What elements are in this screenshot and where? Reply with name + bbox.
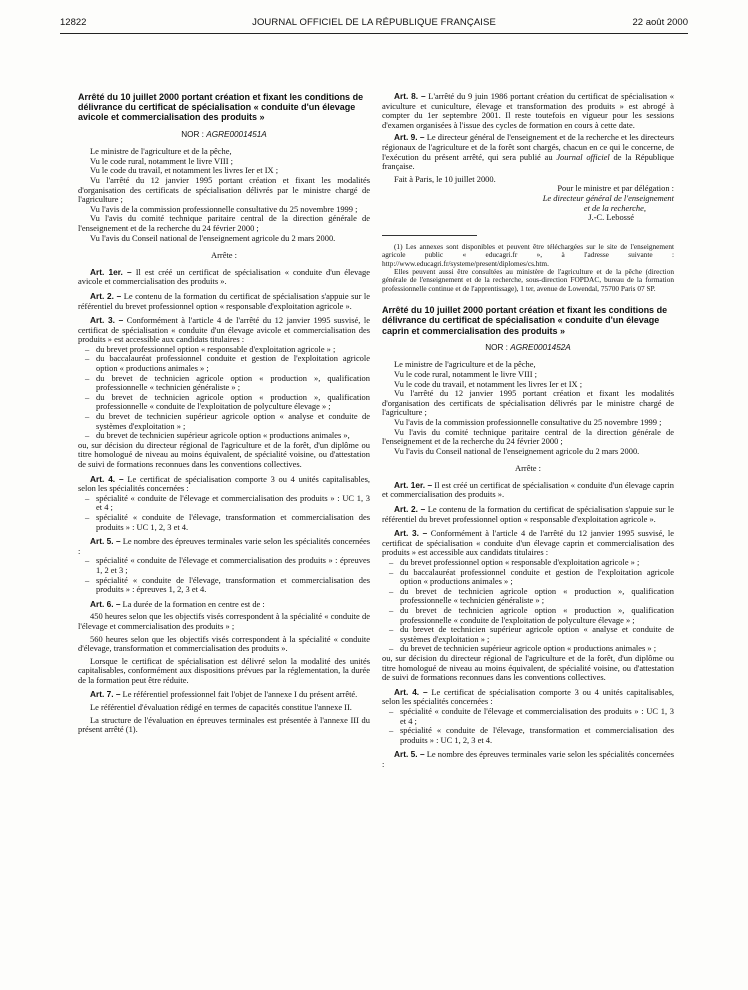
list-item: – du baccalauréat professionnel conduite et gestion de l'exploitation agricole option « productions animales » ; bbox=[382, 568, 674, 587]
intro-line: Vu l'avis de la commission professionnelle consultative du 25 novembre 1999 ; bbox=[90, 203, 358, 214]
footnote-rule bbox=[382, 235, 477, 236]
article-label: Art. 6. – bbox=[90, 598, 121, 609]
article-label: Art. 7. – bbox=[90, 689, 121, 700]
list-item: – spécialité « conduite de l'élevage, transformation et commercialisation des produits » : UC 1, 2, 3 et 4. bbox=[382, 726, 674, 745]
list-item: – du brevet de technicien supérieur agricole option « analyse et conduite de systèmes d'exploitation » ; bbox=[382, 625, 674, 644]
paragraph: La structure de l'évaluation en épreuves terminales est présentée à l'annexe III du présent arrêté (1). bbox=[78, 714, 370, 735]
article-5-list bbox=[78, 556, 370, 594]
article-label: Art. 5. – bbox=[394, 749, 425, 760]
article-4: Art. 4. – Le certificat de spécialisation comporte 3 ou 4 unités capitalisables, selon les spécialités concernées : bbox=[382, 686, 675, 707]
article-2: Art. 2. – Le contenu de la formation du certificat de spécialisation s'appuie sur le référentiel du brevet professionnel option « responsable d'exploitation agricole ». bbox=[78, 290, 371, 311]
list-item: – du brevet de technicien supérieur agricole option « productions animales », bbox=[78, 431, 370, 441]
article-3-list bbox=[78, 345, 370, 441]
decree-title: Arrêté du 10 juillet 2000 portant création et fixant les conditions de délivrance du certificat de spécialisation « conduite d'un élevage avicole et commercialisation des produits » bbox=[78, 92, 364, 123]
signature-line: Pour le ministre et par délégation : bbox=[557, 183, 674, 194]
list-item: – spécialité « conduite de l'élevage, transformation et commercialisation des produits » : UC 1, 2, 3 et 4. bbox=[78, 513, 370, 532]
article-5: Art. 5. – Le nombre des épreuves terminales varie selon les spécialités concernées : bbox=[382, 749, 674, 769]
list-item: – du brevet professionnel option « responsable d'exploitation agricole » ; bbox=[382, 558, 674, 568]
issue-date: 22 août 2000 bbox=[632, 17, 688, 28]
article-4-list bbox=[382, 707, 674, 745]
right-column bbox=[382, 92, 674, 770]
signature-line: Le directeur général de l'enseignement bbox=[542, 192, 674, 203]
journal-title: JOURNAL OFFICIEL DE LA RÉPUBLIQUE FRANÇAISE bbox=[252, 17, 496, 28]
intro-line: Le ministre de l'agriculture et de la pêche, bbox=[90, 146, 232, 157]
list-item: – du brevet de technicien agricole option « production », qualification professionnelle « conduite de l'exploitation de polyculture élevage » ; bbox=[78, 393, 370, 412]
article-7: Art. 7. – Le référentiel professionnel fait l'objet de l'annexe I du présent arrêté. bbox=[90, 689, 358, 700]
intro-line: Vu l'avis du comité technique paritaire central de la direction générale de l'enseignement et de la recherche du 24 février 2000 ; bbox=[382, 426, 674, 447]
article-9: Art. 9. – Le directeur général de l'enseignement et de la recherche et les directeurs régionaux de l'agriculture et de la forêt sont chargés, chacun en ce qui le concerne, de l'exécution du présent arrêté, qui sera publié au Journal officiel de la République française. bbox=[382, 132, 675, 172]
page-header bbox=[60, 17, 688, 31]
article-label: Art. 1er. – bbox=[394, 479, 433, 490]
intro-line: Vu l'arrêté du 12 janvier 1995 portant création et fixant les modalités d'organisation des certificats de spécialisation délivrés par le ministre chargé de l'agriculture ; bbox=[78, 174, 370, 205]
list-item: – du baccalauréat professionnel conduite et gestion de l'exploitation agricole option « productions animales » ; bbox=[78, 354, 370, 373]
nor-code: AGRE0001452A bbox=[510, 342, 571, 352]
decree-title: Arrêté du 10 juillet 2000 portant création et fixant les conditions de délivrance du certificat de spécialisation « conduite d'un élevage caprin et commercialisation des produits » bbox=[382, 305, 668, 336]
intro-line: Vu le code du travail, et notamment les livres Ier et IX ; bbox=[394, 378, 583, 389]
paragraph: Le référentiel d'évaluation rédigé en termes de capacités constitue l'annexe II. bbox=[90, 702, 352, 713]
article-label: Art. 9. – bbox=[394, 132, 425, 143]
article-1: Art. 1er. – Il est créé un certificat de spécialisation « conduite d'un élevage caprin et commercialisation des produits ». bbox=[382, 479, 674, 500]
page-number: 12822 bbox=[60, 17, 87, 28]
left-column bbox=[78, 92, 370, 735]
list-item: – du brevet de technicien agricole option « production », qualification professionnelle « technicien généraliste » ; bbox=[78, 374, 370, 393]
list-item: – du brevet de technicien agricole option « production », qualification professionnelle « conduite de l'exploitation de polyculture élevage » ; bbox=[382, 606, 674, 625]
article-3-after: ou, sur décision du directeur régional de l'agriculture et de la forêt, d'un diplôme ou titre homologué de niveau au moins équivalent, de spécialité voisine, ou d'attestation de suivi de formations reconnues dans les conventions collectives. bbox=[78, 439, 370, 470]
intro-line: Vu le code rural, notamment le livre VIII ; bbox=[394, 368, 537, 379]
intro-line: Vu l'arrêté du 12 janvier 1995 portant création et fixant les modalités d'organisation des certificats de spécialisation délivrés par le ministre chargé de l'agriculture ; bbox=[382, 388, 674, 418]
header-rule bbox=[60, 33, 688, 34]
nor-reference: NOR : AGRE0001451A bbox=[181, 129, 267, 139]
article-5: Art. 5. – Le nombre des épreuves terminales varie selon les spécialités concernées : bbox=[78, 536, 370, 556]
paragraph: Lorsque le certificat de spécialisation est délivré selon la modalité des unités capitalisables, conformément aux dispositions prévues par la réglementation, la durée de la formation peut être réduite. bbox=[78, 655, 370, 685]
journal-name: Journal officiel bbox=[556, 151, 610, 162]
article-label: Art. 4. – bbox=[90, 473, 124, 484]
article-3: Art. 3. – Conformément à l'article 4 de l'arrêté du 12 janvier 1995 susvisé, le certificat de spécialisation « conduite d'un élevage avicole et commercialisation des produits » est accessible aux candidats titulaires : bbox=[78, 315, 370, 345]
signing-date: Fait à Paris, le 10 juillet 2000. bbox=[394, 173, 496, 184]
footnote: (1) Les annexes sont disponibles et peuvent être téléchargées sur le site de l'enseignement agricole public « educagri.fr », à l'adresse suivante : http://www.educagri.fr/systeme/present/diplomes/cs.htm. bbox=[382, 241, 674, 268]
article-2: Art. 2. – Le contenu de la formation du certificat de spécialisation s'appuie sur le référentiel du brevet professionnel option « responsable d'exploitation agricole ». bbox=[382, 504, 675, 524]
arrete-heading: Arrête : bbox=[514, 463, 541, 474]
article-label: Art. 5. – bbox=[90, 536, 121, 547]
signatory-name: J.-C. Lebossé bbox=[588, 212, 634, 223]
nor-reference: NOR : AGRE0001452A bbox=[485, 342, 571, 352]
article-label: Art. 1er. – bbox=[90, 266, 132, 277]
list-item: – du brevet professionnel option « responsable d'exploitation agricole » ; bbox=[78, 345, 370, 355]
list-item: – spécialité « conduite de l'élevage et commercialisation des produits » : UC 1, 3 et 4 ; bbox=[78, 494, 370, 513]
intro-line: Vu l'avis du Conseil national de l'enseignement agricole du 2 mars 2000. bbox=[90, 232, 336, 243]
article-4: Art. 4. – Le certificat de spécialisation comporte 3 ou 4 unités capitalisables, selon les spécialités concernées : bbox=[78, 473, 371, 494]
intro-line: Vu l'avis de la commission professionnelle consultative du 25 novembre 1999 ; bbox=[394, 416, 662, 427]
article-label: Art. 3. – bbox=[394, 528, 428, 539]
list-item: – spécialité « conduite de l'élevage et commercialisation des produits » : UC 1, 3 et 4 ; bbox=[382, 707, 674, 726]
article-3-list bbox=[382, 558, 674, 654]
list-item: – spécialité « conduite de l'élevage et commercialisation des produits » : épreuves 1, 2 et 3 ; bbox=[78, 556, 370, 575]
article-8: Art. 8. – L'arrêté du 9 juin 1986 portant création du certificat de spécialisation « aviculture et cuniculture, élevage et transformation des produits » est abrogé à compter du 1er septembre 2001. Il reste toutefois en vigueur pour les sessions d'examen organisées à l'issue des cycles de formation en cours à cette date. bbox=[382, 91, 675, 130]
intro-line: Vu le code du travail, et notamment les livres Ier et IX ; bbox=[90, 165, 279, 176]
nor-code: AGRE0001451A bbox=[206, 129, 267, 139]
intro-line: Vu l'avis du comité technique paritaire central de la direction générale de l'enseignement et de la recherche du 24 février 2000 ; bbox=[78, 213, 370, 233]
article-3: Art. 3. – Conformément à l'article 4 de l'arrêté du 12 janvier 1995 susvisé, le certificat de spécialisation « conduite d'un élevage caprin et commercialisation des produits » est accessible aux candidats titulaires : bbox=[382, 528, 674, 558]
article-3-after: ou, sur décision du directeur régional de l'agriculture et de la forêt, d'un diplôme ou titre homologué de niveau au moins équivalent, de spécialité voisine, ou d'attestation de suivi de formations reconnues dans les conventions collectives. bbox=[382, 652, 674, 683]
list-item: – du brevet de technicien agricole option « production », qualification professionnelle « technicien généraliste » ; bbox=[382, 587, 674, 606]
article-label: Art. 8. – bbox=[394, 91, 426, 101]
article-label: Art. 4. – bbox=[394, 686, 428, 697]
list-item: – du brevet de technicien supérieur agricole option « productions animales » ; bbox=[382, 644, 674, 654]
intro-line: Vu le code rural, notamment le livre VIII ; bbox=[90, 155, 233, 166]
list-item: – spécialité « conduite de l'élevage, transformation et commercialisation des produits » : épreuves 1, 2, 3 et 4. bbox=[78, 576, 370, 595]
footnote: Elles peuvent aussi être consultées au ministère de l'agriculture et de la pêche (direction générale de l'enseignement et de la recherche, sous-direction FOPDAC, bureau de la formation professionnelle continue et de l'apprentissage), 1 ter, avenue de Lowendal, 75700 Paris 07 SP. bbox=[382, 266, 674, 293]
article-4-list bbox=[78, 494, 370, 532]
article-6: Art. 6. – La durée de la formation en centre est de : bbox=[90, 598, 265, 609]
signature-line: et de la recherche, bbox=[583, 202, 646, 213]
article-label: Art. 3. – bbox=[90, 315, 124, 326]
article-label: Art. 2. – bbox=[394, 504, 426, 515]
intro-line: Vu l'avis du Conseil national de l'enseignement agricole du 2 mars 2000. bbox=[394, 445, 640, 456]
list-item: – du brevet de technicien supérieur agricole option « analyse et conduite de systèmes d'exploitation » ; bbox=[78, 412, 370, 431]
arrete-heading: Arrête : bbox=[210, 250, 237, 261]
article-1: Art. 1er. – Il est créé un certificat de spécialisation « conduite d'un élevage avicole et commercialisation des produits ». bbox=[78, 266, 370, 287]
intro-line: Le ministre de l'agriculture et de la pêche, bbox=[394, 359, 536, 370]
paragraph: 560 heures selon que les objectifs visés correspondent à la spécialité « conduite d'élevage, transformation et commercialisation des produits ». bbox=[78, 633, 370, 654]
article-label: Art. 2. – bbox=[90, 290, 122, 301]
paragraph: 450 heures selon que les objectifs visés correspondent à la spécialité « conduite de l'élevage et commercialisation des produits » ; bbox=[78, 611, 370, 631]
